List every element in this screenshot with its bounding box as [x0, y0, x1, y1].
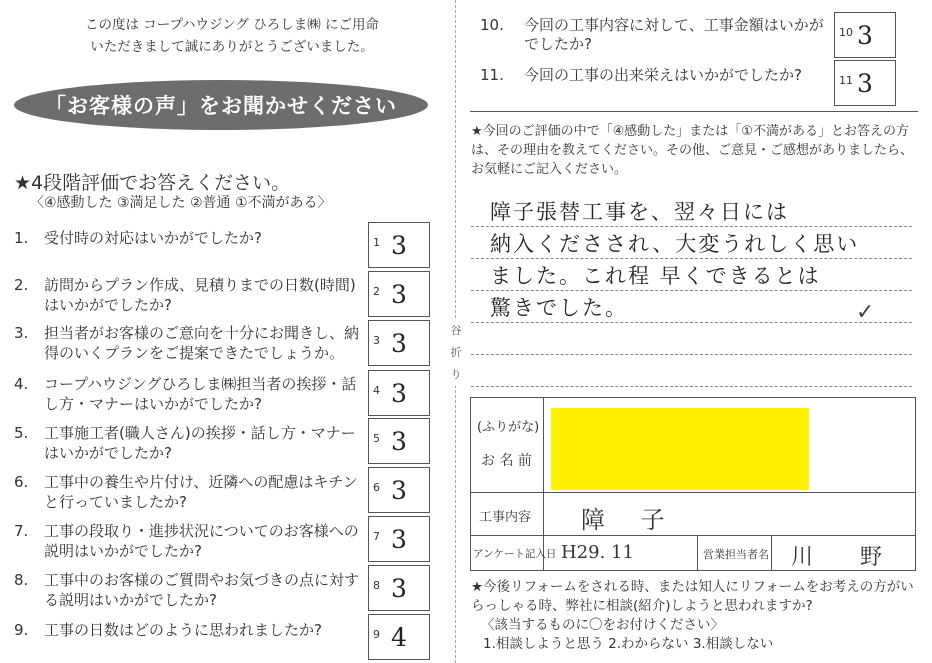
question-1	[14, 228, 362, 248]
question-3	[14, 323, 362, 363]
fold-label-char: 谷	[450, 324, 462, 337]
referral-prompt: ★今後リフォームをされる時、または知人にリフォームをお考えの方がいらっしゃる時、弊社に相談(紹介)しようと思われますか?	[471, 579, 914, 614]
question-6	[14, 472, 362, 512]
staff-label: 営業担当者名	[703, 548, 769, 561]
answer-box-2[interactable]	[368, 271, 430, 317]
intro-line-1: この度は コープハウジング ひろしま㈱ にご用命	[84, 17, 379, 33]
question-text: 工事の段取り・進捗状況についてのお客様への説明はいかがでしたか?	[44, 522, 359, 560]
answer-value: 3	[391, 328, 407, 358]
question-4	[14, 374, 362, 414]
question-text: 工事中の養生や片付け、近隣への配慮はキチンと行っていましたか?	[44, 473, 358, 511]
question-number: 3.	[14, 324, 29, 342]
comment-line-4[interactable]: 驚きでした。	[490, 296, 628, 320]
survey-banner: 「お客様の声」をお聞かせください	[14, 80, 428, 130]
furigana-label: (ふりがな)	[477, 420, 540, 435]
comment-rule	[471, 290, 912, 291]
answer-box-10[interactable]	[834, 12, 896, 58]
question-9	[14, 620, 362, 640]
referral-instruction: 〈該当するものに〇をお付けください〉	[481, 617, 724, 633]
comment-line-3[interactable]: ました。これ程 早くできるとは	[490, 264, 821, 288]
question-text: 工事施工者(職人さん)の挨拶・話し方・マナーはいかがでしたか?	[44, 424, 356, 462]
answer-value: 3	[391, 279, 407, 309]
question-10	[480, 16, 825, 54]
question-text: 工事の日数はどのように思われましたか?	[44, 621, 322, 639]
question-number: 8.	[14, 571, 29, 589]
question-number: 1.	[14, 229, 29, 247]
question-number: 11.	[480, 66, 504, 84]
name-label: お 名 前	[481, 453, 532, 469]
comment-rule	[471, 226, 912, 227]
question-7	[14, 521, 362, 561]
question-text: 訪問からプラン作成、見積りまでの日数(時間)はいかがでしたか?	[44, 276, 356, 314]
answer-box-5[interactable]	[368, 418, 430, 464]
answer-box-number: 10	[839, 26, 853, 39]
question-5	[14, 423, 362, 463]
answer-value: 3	[857, 20, 873, 50]
answer-box-number: 5	[373, 432, 380, 445]
question-number: 4.	[14, 375, 29, 393]
answer-box-number: 4	[373, 384, 380, 397]
answer-value: 3	[391, 378, 407, 408]
comment-rule	[471, 322, 912, 323]
answer-box-number: 3	[373, 334, 380, 347]
staff-value[interactable]: 川 野	[791, 545, 902, 570]
answer-box-8[interactable]	[368, 565, 430, 611]
answer-box-3[interactable]	[368, 320, 430, 366]
answer-box-number: 7	[373, 530, 380, 543]
question-number: 7.	[14, 522, 29, 540]
rating-scale: 〈④感動した ③満足した ②普通 ①不満がある〉	[30, 195, 332, 211]
answer-box-9[interactable]	[368, 614, 430, 660]
fold-label	[449, 320, 463, 386]
question-11	[480, 66, 825, 85]
question-text: 担当者がお客様のご意向を十分にお聞きし、納得のいくプランをご提案できたでしょうか。	[44, 324, 360, 362]
referral-question	[471, 578, 921, 654]
question-number: 6.	[14, 473, 29, 491]
table-rule	[543, 398, 544, 570]
intro-text	[22, 14, 442, 58]
rating-title: ★4段階評価でお答えください。	[14, 172, 291, 194]
answer-value: 3	[391, 573, 407, 603]
question-number: 2.	[14, 276, 29, 294]
comment-prompt: ★今回のご評価の中で「④感動した」または「①不満がある」とお答えの方は、その理由を教えてください。その他、ご意見・ご感想がありましたら、お気軽にご記入ください。	[471, 124, 914, 177]
section-divider	[470, 111, 918, 112]
table-rule	[697, 535, 698, 570]
answer-box-6[interactable]	[368, 467, 430, 513]
answer-value: 3	[391, 426, 407, 456]
answer-box-number: 1	[373, 236, 380, 249]
date-value[interactable]: H29. 11	[561, 542, 634, 563]
question-text: 今回の工事の出来栄えはいかがでしたか?	[524, 66, 802, 84]
referral-options[interactable]: 1.相談しようと思う 2.わからない 3.相談しない	[483, 636, 774, 652]
table-rule	[471, 535, 915, 536]
comment-line-1[interactable]: 障子張替工事を、翌々日には	[490, 200, 789, 224]
answer-value: 3	[857, 68, 873, 98]
table-rule	[771, 535, 772, 570]
answer-box-4[interactable]	[368, 370, 430, 416]
answer-value: 3	[391, 475, 407, 505]
redacted-name-highlight	[551, 408, 809, 490]
answer-box-number: 11	[839, 74, 853, 87]
answer-box-1[interactable]	[368, 222, 430, 268]
comment-rule	[471, 258, 912, 259]
answer-box-number: 9	[373, 628, 380, 641]
question-text: 工事中のお客様のご質問やお気づきの点に対する説明はいかがでしたか?	[44, 571, 360, 609]
answer-box-number: 6	[373, 481, 380, 494]
work-value[interactable]: 障 子	[581, 506, 679, 534]
answer-value: 3	[391, 230, 407, 260]
question-text: 受付時の対応はいかがでしたか?	[44, 229, 262, 247]
question-text: コープハウジングひろしま㈱担当者の挨拶・話し方・マナーはいかがでしたか?	[44, 375, 357, 413]
answer-value: 4	[391, 622, 407, 652]
check-mark-icon: ✓	[856, 300, 875, 325]
answer-box-number: 2	[373, 285, 380, 298]
question-number: 9.	[14, 621, 29, 639]
table-rule	[471, 492, 915, 493]
date-label: アンケート記入日	[473, 548, 557, 560]
fold-label-char: り	[450, 368, 462, 381]
answer-box-number: 8	[373, 579, 380, 592]
intro-line-2: いただきまして誠にありがとうございました。	[90, 39, 374, 55]
question-number: 10.	[480, 16, 504, 34]
question-number: 5.	[14, 424, 29, 442]
question-2	[14, 275, 362, 315]
question-text: 今回の工事内容に対して、工事金額はいかがでしたか?	[524, 16, 824, 53]
question-8	[14, 570, 362, 610]
fold-label-char: 折	[450, 346, 462, 359]
answer-box-7[interactable]	[368, 516, 430, 562]
answer-value: 3	[391, 524, 407, 554]
comment-rule	[471, 354, 912, 355]
comment-rule	[471, 386, 912, 387]
comment-line-2[interactable]: 納入くださされ、大変うれしく思い	[490, 232, 860, 256]
answer-box-11[interactable]	[834, 60, 896, 106]
work-label: 工事内容	[479, 510, 532, 525]
